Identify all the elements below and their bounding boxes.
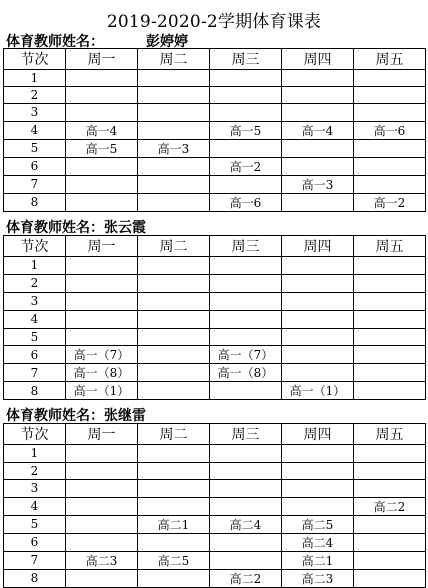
class-cell: 高一（7） (66, 346, 138, 364)
class-cell (138, 104, 210, 121)
teacher-name: 彭婷婷 (146, 34, 188, 50)
column-header: 节次 (4, 236, 66, 257)
class-cell (138, 257, 210, 275)
class-cell (282, 346, 354, 364)
class-cell (282, 87, 354, 104)
table-row (4, 533, 426, 551)
class-cell (282, 364, 354, 382)
class-cell: 高一6 (210, 193, 282, 211)
period-cell: 2 (4, 462, 66, 480)
class-cell (354, 346, 426, 364)
class-cell (138, 445, 210, 463)
class-cell (66, 328, 138, 346)
class-cell (138, 382, 210, 400)
class-cell (354, 274, 426, 292)
class-cell (66, 104, 138, 121)
class-cell: 高一（7） (210, 346, 282, 364)
period-cell: 5 (4, 328, 66, 346)
class-cell: 高一（1） (66, 382, 138, 400)
table-row (4, 497, 426, 515)
period-cell: 4 (4, 497, 66, 515)
header-row (4, 424, 426, 445)
class-cell (210, 310, 282, 328)
class-cell (354, 328, 426, 346)
class-cell (282, 497, 354, 515)
class-cell: 高一（8） (210, 364, 282, 382)
class-cell: 高一4 (282, 121, 354, 139)
table-row (4, 382, 426, 400)
column-header: 节次 (4, 424, 66, 445)
header-row (4, 49, 426, 70)
column-header: 周五 (354, 424, 426, 445)
teacher-name: 张继雷 (104, 408, 146, 424)
period-cell: 7 (4, 175, 66, 193)
class-cell (66, 462, 138, 480)
table-row (4, 157, 426, 175)
teacher-label (6, 405, 146, 425)
class-cell: 高二2 (354, 497, 426, 515)
class-cell (210, 274, 282, 292)
class-cell (66, 480, 138, 498)
class-cell: 高二5 (282, 515, 354, 533)
class-cell (282, 462, 354, 480)
class-cell (354, 70, 426, 87)
table-row (4, 328, 426, 346)
period-cell: 1 (4, 70, 66, 87)
class-cell (282, 193, 354, 211)
class-cell (138, 157, 210, 175)
period-cell: 8 (4, 193, 66, 211)
class-cell (354, 533, 426, 551)
class-cell (138, 328, 210, 346)
class-cell (210, 257, 282, 275)
class-cell (354, 551, 426, 569)
schedule-table (3, 423, 426, 588)
class-cell (138, 274, 210, 292)
class-cell (210, 87, 282, 104)
table-row (4, 310, 426, 328)
class-cell (66, 533, 138, 551)
column-header: 周三 (210, 236, 282, 257)
table-row (4, 274, 426, 292)
period-cell: 3 (4, 480, 66, 498)
column-header: 周三 (210, 49, 282, 70)
class-cell: 高二1 (138, 515, 210, 533)
table-row (4, 480, 426, 498)
schedule-table (3, 48, 426, 212)
period-cell: 6 (4, 533, 66, 551)
period-cell: 7 (4, 551, 66, 569)
table-row (4, 515, 426, 533)
class-cell (354, 515, 426, 533)
class-cell (282, 257, 354, 275)
column-header: 周二 (138, 49, 210, 70)
class-cell (210, 551, 282, 569)
class-cell (354, 364, 426, 382)
class-cell: 高二4 (282, 533, 354, 551)
period-cell: 3 (4, 292, 66, 310)
class-cell: 高一2 (354, 193, 426, 211)
class-cell (210, 382, 282, 400)
class-cell (354, 292, 426, 310)
table-row (4, 445, 426, 463)
class-cell (354, 480, 426, 498)
class-cell: 高一（1） (282, 382, 354, 400)
class-cell (138, 462, 210, 480)
class-cell (66, 70, 138, 87)
class-cell (138, 364, 210, 382)
table-row (4, 87, 426, 104)
teacher-label (6, 217, 146, 237)
teacher-label-text: 体育教师姓名： (6, 34, 104, 50)
class-cell (210, 462, 282, 480)
column-header: 周一 (66, 236, 138, 257)
class-cell (354, 175, 426, 193)
class-cell (282, 310, 354, 328)
period-cell: 4 (4, 121, 66, 139)
class-cell (138, 346, 210, 364)
column-header: 周三 (210, 424, 282, 445)
class-cell (66, 157, 138, 175)
class-cell (66, 257, 138, 275)
table-row (4, 551, 426, 569)
period-cell: 8 (4, 382, 66, 400)
teacher-label-text: 体育教师姓名： (6, 220, 104, 236)
class-cell (66, 175, 138, 193)
class-cell (282, 480, 354, 498)
class-cell (138, 121, 210, 139)
table-row (4, 257, 426, 275)
class-cell (354, 157, 426, 175)
class-cell (210, 139, 282, 157)
class-cell: 高二3 (66, 551, 138, 569)
class-cell (282, 104, 354, 121)
class-cell (282, 157, 354, 175)
period-cell: 5 (4, 515, 66, 533)
class-cell (210, 533, 282, 551)
table-row (4, 346, 426, 364)
teacher-label-text: 体育教师姓名： (6, 408, 104, 424)
class-cell (138, 480, 210, 498)
column-header: 周五 (354, 236, 426, 257)
class-cell: 高一3 (282, 175, 354, 193)
class-cell: 高二2 (210, 569, 282, 587)
class-cell: 高一2 (210, 157, 282, 175)
class-cell (282, 328, 354, 346)
class-cell (66, 193, 138, 211)
class-cell: 高二4 (210, 515, 282, 533)
class-cell (66, 497, 138, 515)
class-cell (210, 328, 282, 346)
table-row (4, 104, 426, 121)
class-cell (66, 445, 138, 463)
column-header: 周四 (282, 424, 354, 445)
period-cell: 7 (4, 364, 66, 382)
class-cell (138, 310, 210, 328)
class-cell (354, 382, 426, 400)
class-cell: 高一6 (354, 121, 426, 139)
class-cell (354, 462, 426, 480)
table-row (4, 121, 426, 139)
class-cell (210, 104, 282, 121)
class-cell (138, 533, 210, 551)
class-cell (138, 175, 210, 193)
table-row (4, 292, 426, 310)
class-cell (210, 497, 282, 515)
column-header: 周五 (354, 49, 426, 70)
class-cell (138, 497, 210, 515)
class-cell: 高二1 (282, 551, 354, 569)
table-row (4, 462, 426, 480)
period-cell: 2 (4, 274, 66, 292)
class-cell: 高一5 (210, 121, 282, 139)
class-cell: 高二5 (138, 551, 210, 569)
class-cell (66, 515, 138, 533)
class-cell (66, 292, 138, 310)
table-row (4, 70, 426, 87)
class-cell: 高一5 (66, 139, 138, 157)
class-cell (282, 274, 354, 292)
period-cell: 8 (4, 569, 66, 587)
class-cell (354, 257, 426, 275)
period-cell: 1 (4, 257, 66, 275)
column-header: 周四 (282, 236, 354, 257)
period-cell: 6 (4, 346, 66, 364)
column-header: 周一 (66, 49, 138, 70)
class-cell: 高一（8） (66, 364, 138, 382)
class-cell (282, 292, 354, 310)
class-cell (210, 292, 282, 310)
class-cell (282, 70, 354, 87)
class-cell (138, 87, 210, 104)
column-header: 周一 (66, 424, 138, 445)
header-row (4, 236, 426, 257)
class-cell (354, 104, 426, 121)
class-cell (354, 87, 426, 104)
period-cell: 2 (4, 87, 66, 104)
class-cell (354, 139, 426, 157)
column-header: 周二 (138, 236, 210, 257)
schedule-table (3, 235, 426, 400)
table-row (4, 364, 426, 382)
period-cell: 3 (4, 104, 66, 121)
class-cell (138, 292, 210, 310)
period-cell: 5 (4, 139, 66, 157)
class-cell (282, 139, 354, 157)
class-cell (66, 310, 138, 328)
column-header: 周二 (138, 424, 210, 445)
period-cell: 6 (4, 157, 66, 175)
class-cell (282, 445, 354, 463)
column-header: 节次 (4, 49, 66, 70)
class-cell (66, 274, 138, 292)
teacher-name: 张云霞 (104, 220, 146, 236)
table-row (4, 175, 426, 193)
class-cell (210, 175, 282, 193)
class-cell: 高一3 (138, 139, 210, 157)
class-cell (138, 70, 210, 87)
class-cell (138, 193, 210, 211)
class-cell (210, 70, 282, 87)
class-cell (66, 87, 138, 104)
class-cell: 高二3 (282, 569, 354, 587)
class-cell (210, 480, 282, 498)
class-cell (354, 310, 426, 328)
class-cell (354, 445, 426, 463)
period-cell: 1 (4, 445, 66, 463)
period-cell: 4 (4, 310, 66, 328)
table-row (4, 139, 426, 157)
table-row (4, 193, 426, 211)
column-header: 周四 (282, 49, 354, 70)
page-title: 2019-2020-2学期体育课表 (106, 12, 322, 32)
class-cell: 高一4 (66, 121, 138, 139)
class-cell (210, 445, 282, 463)
